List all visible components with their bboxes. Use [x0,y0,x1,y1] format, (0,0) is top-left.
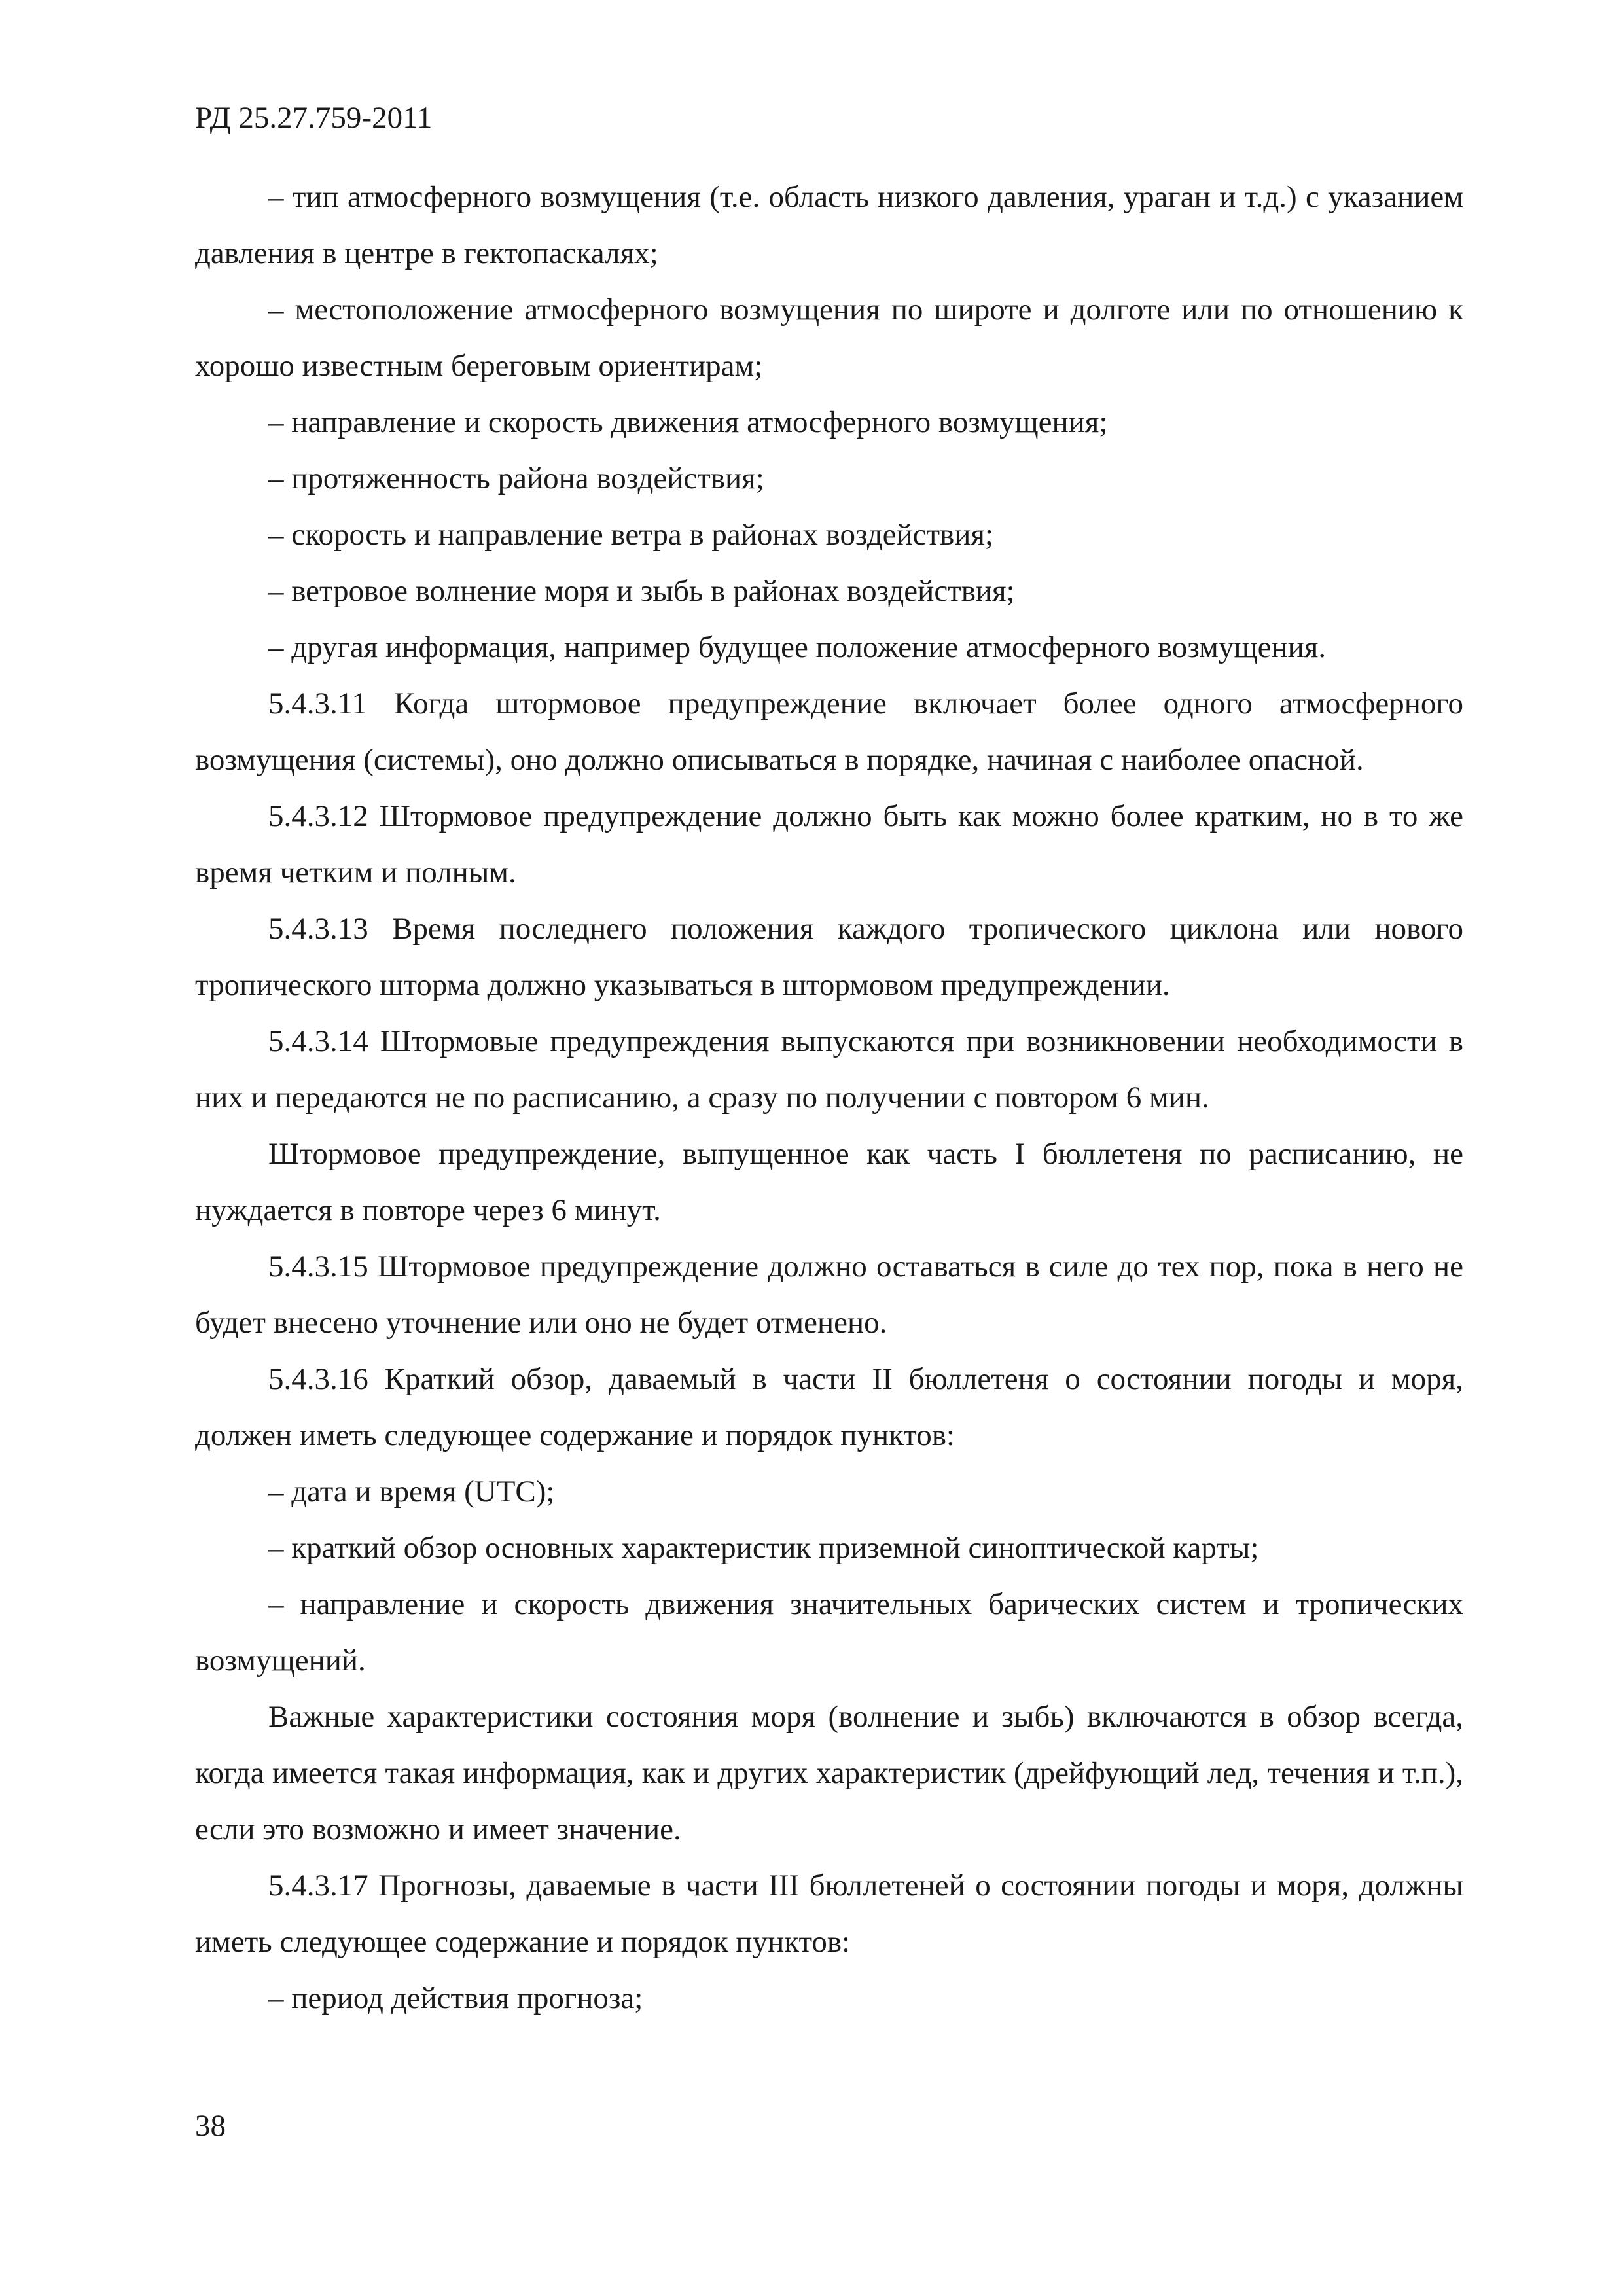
list-item: – период действия прогноза; [268,1981,643,2015]
list-item: – краткий обзор основных характеристик приземной синоптической карты; [268,1531,1259,1565]
clause-5-4-3-15: 5.4.3.15 Штормовое предупреждение должно оставаться в силе до тех пор, пока в него не будет внесено уточнение или оно не будет отменено. [195,1249,1463,1340]
list-item: – направление и скорость движения значительных барических систем и тропических возмущений. [195,1587,1463,1677]
list-item: – дата и время (UTC); [268,1475,555,1509]
list-item: – протяженность района воздействия; [268,461,764,495]
list-item: – другая информация, например будущее положение атмосферного возмущения. [268,630,1327,664]
list-item: – скорость и направление ветра в районах воздействия; [268,518,994,552]
paragraph: Важные характеристики состояния моря (волнение и зыбь) включаются в обзор всегда, когда имеется такая информация, как и других характеристик (дрейфующий лед, течения и т.п.), если это возможно и имеет значение. [195,1700,1463,1846]
clause-5-4-3-12: 5.4.3.12 Штормовое предупреждение должно быть как можно более кратким, но в то же время четким и полным. [195,799,1463,889]
list-item: – направление и скорость движения атмосферного возмущения; [268,405,1108,439]
clause-5-4-3-14: 5.4.3.14 Штормовые предупреждения выпускаются при возникновении необходимости в них и передаются не по расписанию, а сразу по получении с повтором 6 мин. [195,1024,1463,1115]
list-item: – местоположение атмосферного возмущения по широте и долготе или по отношению к хорошо известным береговым ориентирам; [195,293,1463,383]
clause-5-4-3-16: 5.4.3.16 Краткий обзор, даваемый в части II бюллетеня о состоянии погоды и моря, должен иметь следующее содержание и порядок пунктов: [195,1362,1463,1452]
page-number: 38 [195,2109,226,2143]
list-item: – тип атмосферного возмущения (т.е. область низкого давления, ураган и т.д.) с указанием давления в центре в гектопаскалях; [195,180,1463,270]
list-item: – ветровое волнение моря и зыбь в районах воздействия; [268,574,1015,608]
clause-5-4-3-11: 5.4.3.11 Когда штормовое предупреждение включает более одного атмосферного возмущения (системы), оно должно описываться в порядке, начиная с наиболее опасной. [195,687,1463,777]
page-body [195,169,1463,2026]
clause-5-4-3-17: 5.4.3.17 Прогнозы, даваемые в части III бюллетеней о состоянии погоды и моря, должны иметь следующее содержание и порядок пунктов: [195,1869,1463,1959]
document-code: РД 25.27.759-2011 [195,101,433,135]
paragraph: Штормовое предупреждение, выпущенное как часть I бюллетеня по расписанию, не нуждается в повторе через 6 минут. [195,1137,1463,1227]
clause-5-4-3-13: 5.4.3.13 Время последнего положения каждого тропического циклона или нового тропического шторма должно указываться в штормовом предупреждении. [195,912,1463,1002]
